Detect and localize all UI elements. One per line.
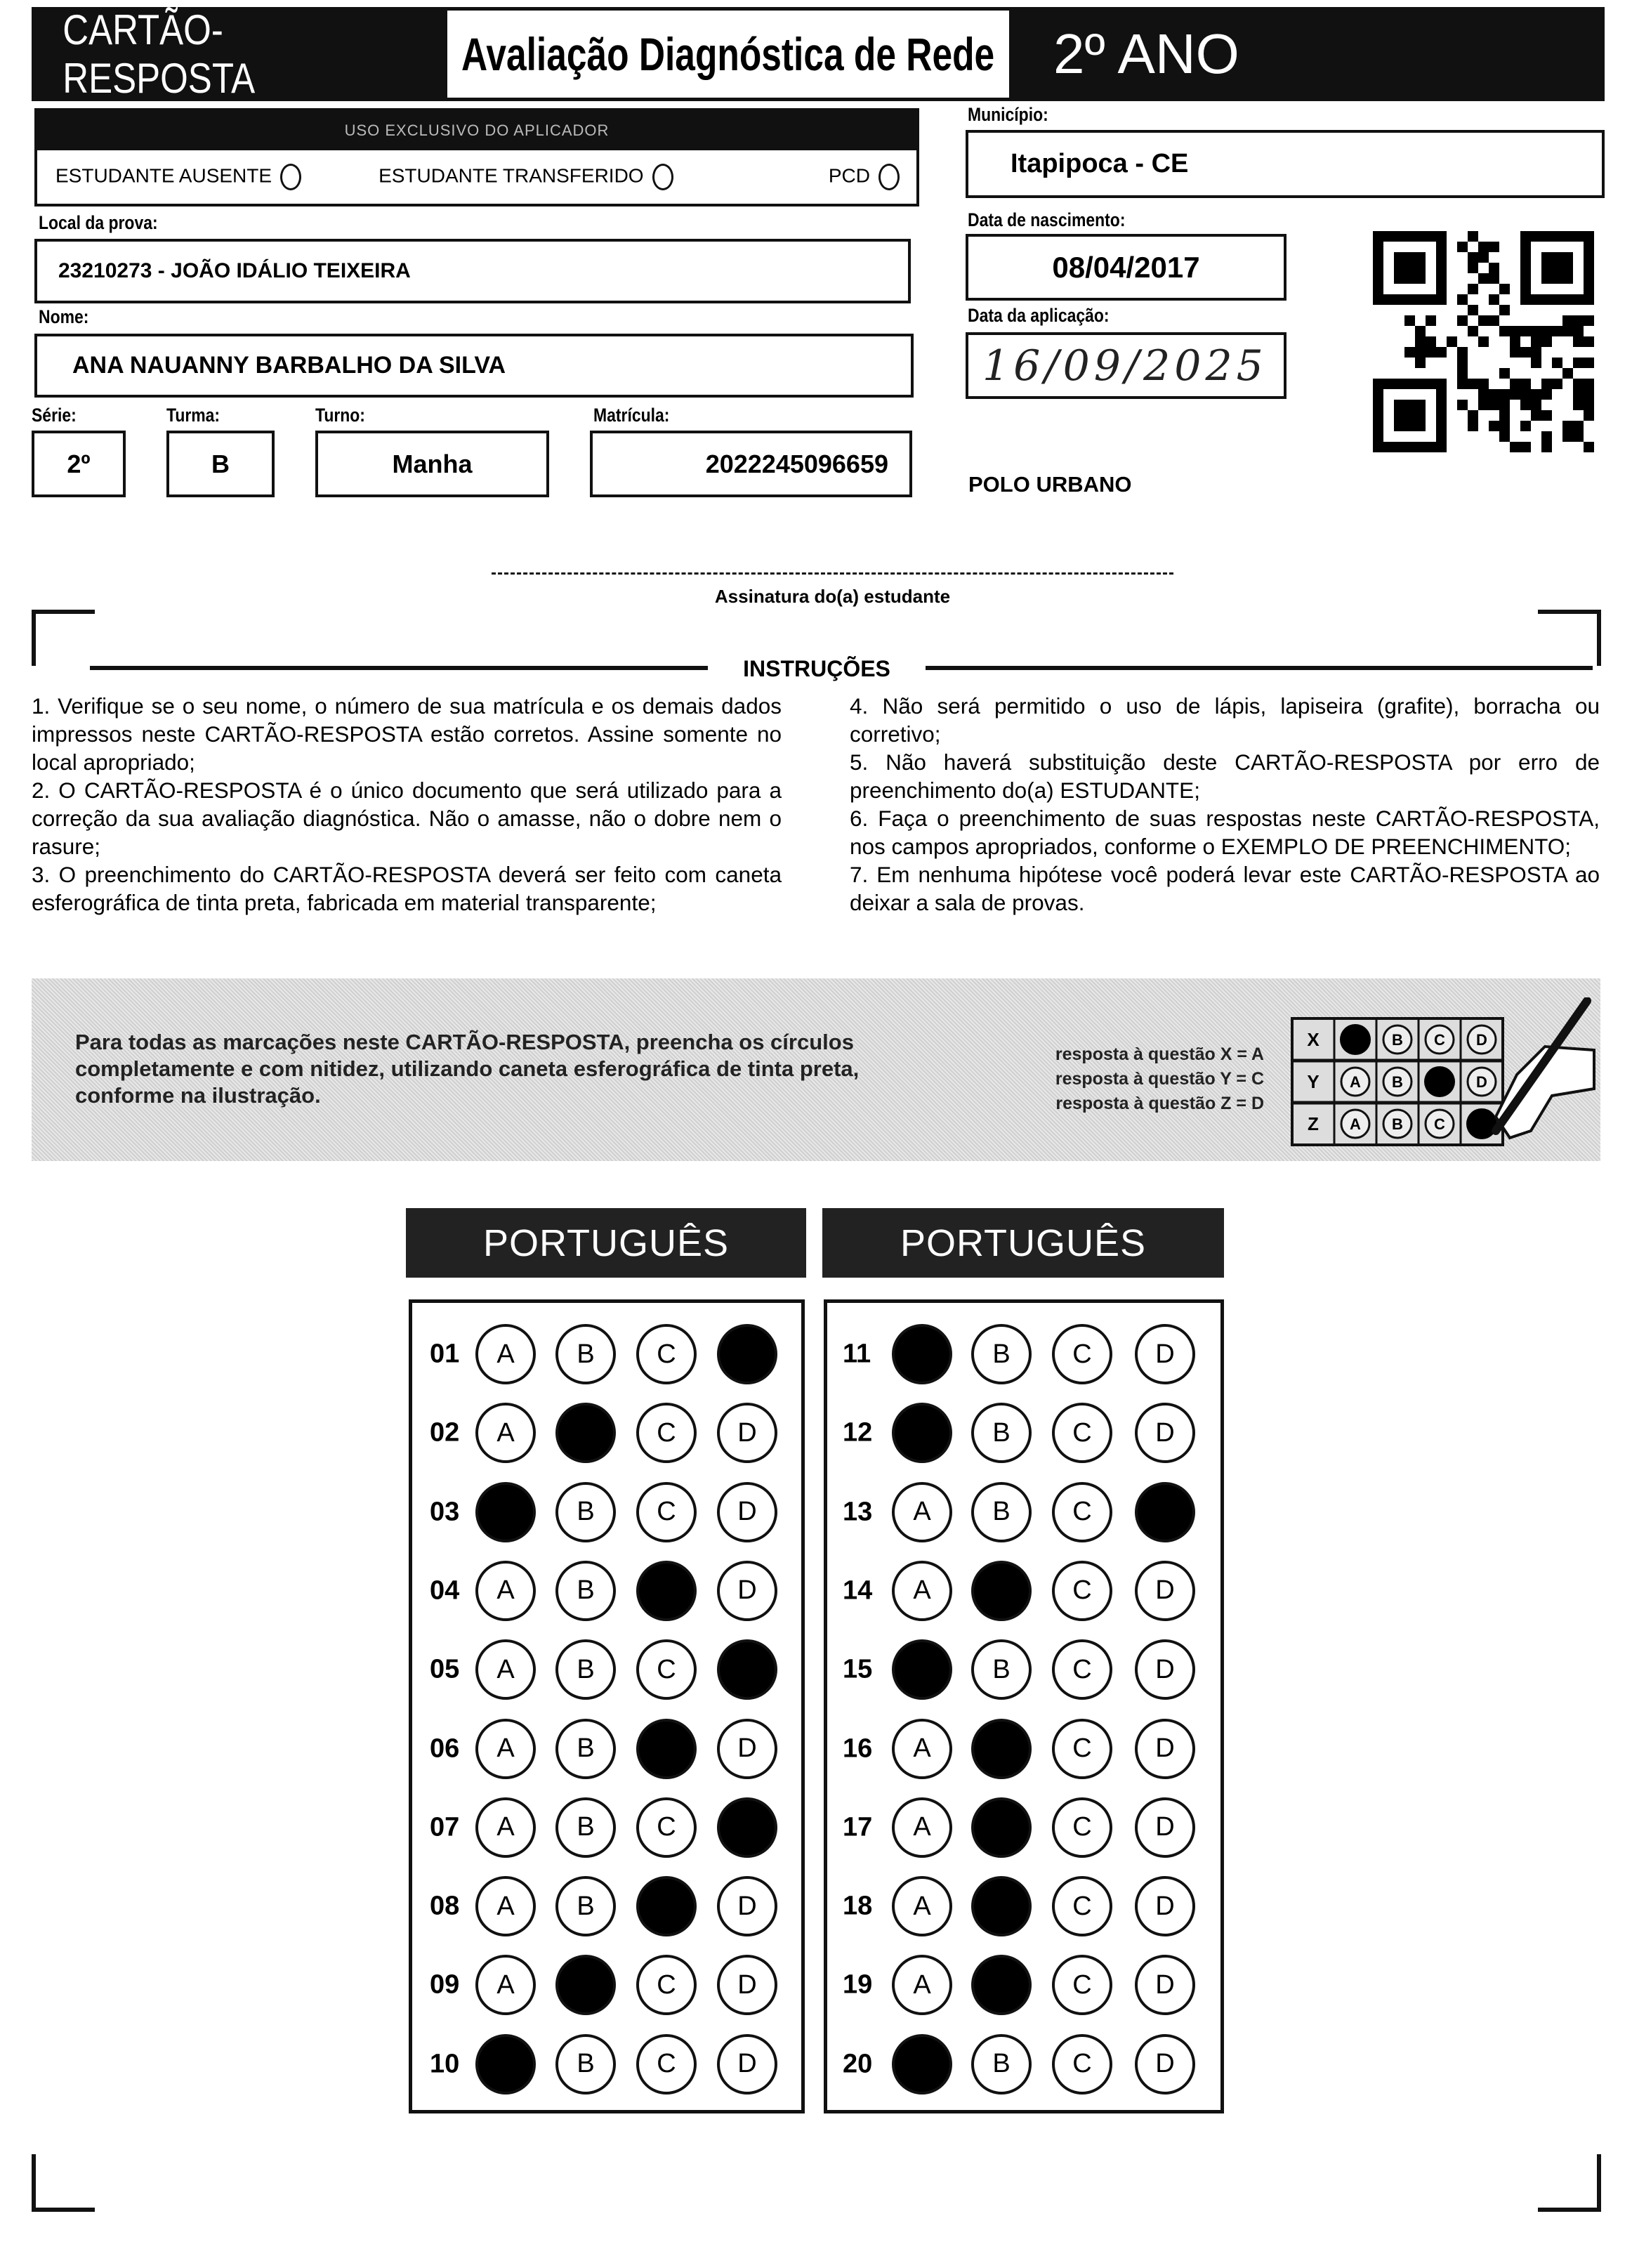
local-label: Local da prova: xyxy=(39,212,158,233)
absent-radio[interactable] xyxy=(280,164,301,190)
absent-option[interactable]: ESTUDANTE AUSENTE xyxy=(55,164,301,190)
answer-bubble-07-b[interactable]: B xyxy=(555,1797,616,1858)
polo-label: POLO URBANO xyxy=(968,472,1132,497)
answer-bubble-01-d[interactable] xyxy=(717,1324,777,1384)
answer-bubble-08-b[interactable]: B xyxy=(555,1876,616,1936)
answer-bubble-04-b[interactable]: B xyxy=(555,1561,616,1621)
answer-bubble-17-c[interactable]: C xyxy=(1052,1797,1112,1858)
answer-bubble-11-a[interactable] xyxy=(892,1324,952,1384)
exam-title: Avaliação Diagnóstica de Rede xyxy=(444,7,1013,101)
turno-label: Turno: xyxy=(315,405,365,426)
answer-bubble-16-b[interactable] xyxy=(971,1719,1032,1779)
instruction-item: 4. Não será permitido o uso de lápis, lapiseira (grafite), borracha ou corretivo; xyxy=(850,693,1600,747)
answer-bubble-10-d[interactable]: D xyxy=(717,2034,777,2095)
matricula-label: Matrícula: xyxy=(593,405,670,426)
answer-bubble-08-a[interactable]: A xyxy=(475,1876,536,1936)
corner-mark-top-right xyxy=(1538,610,1601,666)
question-number: 13 xyxy=(843,1497,873,1527)
answer-bubble-12-d[interactable]: D xyxy=(1135,1403,1195,1463)
answer-bubble-17-b[interactable] xyxy=(971,1797,1032,1858)
answer-bubble-02-c[interactable]: C xyxy=(636,1403,697,1463)
answer-bubble-03-a[interactable] xyxy=(475,1482,536,1542)
legend-line: resposta à questão Y = C xyxy=(1055,1069,1264,1089)
instructions-left xyxy=(32,692,782,917)
birthdate-label: Data de nascimento: xyxy=(968,209,1126,230)
example-bubble-filled xyxy=(1340,1024,1371,1055)
answer-bubble-18-c[interactable]: C xyxy=(1052,1876,1112,1936)
answer-bubble-13-d[interactable] xyxy=(1135,1482,1195,1542)
answer-bubble-06-d[interactable]: D xyxy=(717,1719,777,1779)
answer-bubble-11-c[interactable]: C xyxy=(1052,1324,1112,1384)
birthdate-field: 08/04/2017 xyxy=(966,234,1286,301)
corner-mark-bottom-right xyxy=(1538,2154,1601,2212)
matricula-field: 2022245096659 xyxy=(590,431,912,497)
answer-bubble-04-c[interactable] xyxy=(636,1561,697,1621)
answer-bubble-16-d[interactable]: D xyxy=(1135,1719,1195,1779)
question-number: 04 xyxy=(430,1575,460,1606)
answer-bubble-05-a[interactable]: A xyxy=(475,1639,536,1700)
hand-with-pen-icon xyxy=(1496,1001,1594,1138)
answer-bubble-03-d[interactable]: D xyxy=(717,1482,777,1542)
answer-bubble-11-b[interactable]: B xyxy=(971,1324,1032,1384)
legend-line: resposta à questão Z = D xyxy=(1055,1094,1264,1113)
answer-bubble-05-d[interactable] xyxy=(717,1639,777,1700)
question-number: 02 xyxy=(430,1417,460,1448)
applicator-header: USO EXCLUSIVO DO APLICADOR xyxy=(37,111,916,150)
example-text: Para todas as marcações neste CARTÃO-RESPOSTA, preencha os círculos completamente e com nitidez, utilizando caneta esferográfica de tinta preta, conforme na ilustração. xyxy=(75,1030,860,1108)
answer-bubble-06-b[interactable]: B xyxy=(555,1719,616,1779)
instructions-title: INSTRUÇÕES xyxy=(743,656,890,681)
answer-bubble-19-b[interactable] xyxy=(971,1955,1032,2015)
application-date-field[interactable]: 16/09/2025 xyxy=(966,332,1286,399)
answer-bubble-10-b[interactable]: B xyxy=(555,2034,616,2095)
answer-bubble-19-a[interactable]: A xyxy=(892,1955,952,2015)
answer-bubble-17-a[interactable]: A xyxy=(892,1797,952,1858)
svg-text:B: B xyxy=(1392,1115,1403,1133)
serie-field: 2º xyxy=(32,431,126,497)
name-field: ANA NAUANNY BARBALHO DA SILVA xyxy=(34,334,914,398)
svg-text:C: C xyxy=(1434,1115,1445,1133)
question-number: 16 xyxy=(843,1733,873,1763)
question-number: 06 xyxy=(430,1733,460,1763)
answer-bubble-07-a[interactable]: A xyxy=(475,1797,536,1858)
municipio-field: Itapipoca - CE xyxy=(966,130,1605,198)
answer-bubble-16-a[interactable]: A xyxy=(892,1719,952,1779)
example-row-label: Z xyxy=(1308,1113,1319,1134)
question-number: 08 xyxy=(430,1891,460,1921)
answer-bubble-13-b[interactable]: B xyxy=(971,1482,1032,1542)
answer-bubble-06-c[interactable] xyxy=(636,1719,697,1779)
instructions-right xyxy=(850,692,1600,917)
answer-bubble-14-b[interactable] xyxy=(971,1561,1032,1621)
turno-field: Manha xyxy=(315,431,549,497)
pcd-radio[interactable] xyxy=(878,164,900,190)
answer-bubble-14-c[interactable]: C xyxy=(1052,1561,1112,1621)
example-legend xyxy=(1011,1042,1264,1116)
local-field: 23210273 - JOÃO IDÁLIO TEIXEIRA xyxy=(34,239,911,303)
answer-bubble-15-c[interactable]: C xyxy=(1052,1639,1112,1700)
svg-text:A: A xyxy=(1350,1073,1361,1091)
question-number: 19 xyxy=(843,1969,873,2000)
instruction-item: 3. O preenchimento do CARTÃO-RESPOSTA deverá ser feito com caneta esferográfica de tinta preta, fabricada em material transparente; xyxy=(32,862,782,915)
answer-bubble-02-d[interactable]: D xyxy=(717,1403,777,1463)
answer-bubble-06-a[interactable]: A xyxy=(475,1719,536,1779)
answer-bubble-18-d[interactable]: D xyxy=(1135,1876,1195,1936)
answer-bubble-17-d[interactable]: D xyxy=(1135,1797,1195,1858)
question-number: 20 xyxy=(843,2049,873,2079)
answer-bubble-16-c[interactable]: C xyxy=(1052,1719,1112,1779)
corner-mark-bottom-left xyxy=(32,2154,95,2212)
answer-bubble-03-b[interactable]: B xyxy=(555,1482,616,1542)
answer-bubble-02-b[interactable] xyxy=(555,1403,616,1463)
example-bubble-filled xyxy=(1466,1108,1497,1139)
instruction-item: 5. Não haverá substituição deste CARTÃO-RESPOSTA por erro de preenchimento do(a) ESTUDANTE; xyxy=(850,749,1600,803)
answer-bubble-07-d[interactable] xyxy=(717,1797,777,1858)
application-date-label: Data da aplicação: xyxy=(968,305,1110,326)
answer-bubble-09-c[interactable]: C xyxy=(636,1955,697,2015)
question-number: 07 xyxy=(430,1812,460,1842)
instruction-item: 2. O CARTÃO-RESPOSTA é o único documento que será utilizado para a correção da sua avaliação diagnóstica. Não o amasse, não o dobre nem o rasure; xyxy=(32,778,782,859)
svg-text:B: B xyxy=(1392,1031,1403,1049)
question-number: 17 xyxy=(843,1812,873,1842)
example-illustration xyxy=(1285,997,1608,1152)
question-number: 03 xyxy=(430,1497,460,1527)
answer-bubble-20-b[interactable]: B xyxy=(971,2034,1032,2095)
applicator-box xyxy=(34,108,919,207)
question-number: 01 xyxy=(430,1339,460,1369)
grade-title: 2º ANO xyxy=(1011,7,1605,101)
instruction-item: 1. Verifique se o seu nome, o número de sua matrícula e os demais dados impressos neste CARTÃO-RESPOSTA estão corretos. Assine somente no local apropriado; xyxy=(32,693,782,775)
instructions-rule-left xyxy=(90,666,708,670)
answer-bubble-14-d[interactable]: D xyxy=(1135,1561,1195,1621)
corner-mark-top-left xyxy=(32,610,95,666)
answer-bubble-14-a[interactable]: A xyxy=(892,1561,952,1621)
answer-bubble-05-c[interactable]: C xyxy=(636,1639,697,1700)
signature-line xyxy=(492,572,1173,575)
pcd-option[interactable]: PCD xyxy=(829,164,900,190)
answer-bubble-19-d[interactable]: D xyxy=(1135,1955,1195,2015)
answer-bubble-12-a[interactable] xyxy=(892,1403,952,1463)
svg-text:D: D xyxy=(1476,1073,1487,1091)
svg-text:B: B xyxy=(1392,1073,1403,1091)
answer-bubble-08-d[interactable]: D xyxy=(717,1876,777,1936)
turma-label: Turma: xyxy=(166,405,221,426)
answer-bubble-04-d[interactable]: D xyxy=(717,1561,777,1621)
name-label: Nome: xyxy=(39,306,89,327)
qr-code xyxy=(1373,231,1594,452)
answer-bubble-09-a[interactable]: A xyxy=(475,1955,536,2015)
example-bubble-filled xyxy=(1424,1066,1455,1097)
question-number: 12 xyxy=(843,1417,873,1448)
answer-bubble-05-b[interactable]: B xyxy=(555,1639,616,1700)
answer-bubble-13-a[interactable]: A xyxy=(892,1482,952,1542)
question-number: 11 xyxy=(843,1339,871,1369)
section-title-left: PORTUGUÊS xyxy=(406,1208,806,1278)
answer-bubble-01-b[interactable]: B xyxy=(555,1324,616,1384)
question-number: 05 xyxy=(430,1654,460,1684)
transferred-radio[interactable] xyxy=(652,164,673,190)
answer-bubble-08-c[interactable] xyxy=(636,1876,697,1936)
answer-bubble-04-a[interactable]: A xyxy=(475,1561,536,1621)
section-title-right: PORTUGUÊS xyxy=(822,1208,1224,1278)
answer-bubble-11-d[interactable]: D xyxy=(1135,1324,1195,1384)
answer-bubble-18-b[interactable] xyxy=(971,1876,1032,1936)
answer-bubble-19-c[interactable]: C xyxy=(1052,1955,1112,2015)
answer-bubble-10-c[interactable]: C xyxy=(636,2034,697,2095)
question-number: 14 xyxy=(843,1575,873,1606)
answer-bubble-13-c[interactable]: C xyxy=(1052,1482,1112,1542)
answer-bubble-15-d[interactable]: D xyxy=(1135,1639,1195,1700)
question-number: 10 xyxy=(430,2049,460,2079)
signature-label: Assinatura do(a) estudante xyxy=(714,586,951,607)
answer-bubble-09-b[interactable] xyxy=(555,1955,616,2015)
card-title: CARTÃO-RESPOSTA xyxy=(32,7,446,101)
answer-bubble-15-a[interactable] xyxy=(892,1639,952,1700)
legend-line: resposta à questão X = A xyxy=(1055,1044,1264,1064)
answer-bubble-12-b[interactable]: B xyxy=(971,1403,1032,1463)
answer-bubble-01-a[interactable]: A xyxy=(475,1324,536,1384)
answer-bubble-09-d[interactable]: D xyxy=(717,1955,777,2015)
instruction-item: 6. Faça o preenchimento de suas respostas neste CARTÃO-RESPOSTA, nos campos apropriados, conforme o EXEMPLO DE PREENCHIMENTO; xyxy=(850,806,1600,859)
question-number: 18 xyxy=(843,1891,873,1921)
municipio-label: Município: xyxy=(968,104,1048,125)
answer-bubble-03-c[interactable]: C xyxy=(636,1482,697,1542)
transferred-option[interactable]: ESTUDANTE TRANSFERIDO xyxy=(379,164,673,190)
answer-bubble-20-d[interactable]: D xyxy=(1135,2034,1195,2095)
question-number: 15 xyxy=(843,1654,873,1684)
answer-bubble-18-a[interactable]: A xyxy=(892,1876,952,1936)
example-row-label: X xyxy=(1307,1029,1320,1050)
answer-bubble-20-c[interactable]: C xyxy=(1052,2034,1112,2095)
answer-bubble-10-a[interactable] xyxy=(475,2034,536,2095)
svg-text:A: A xyxy=(1350,1115,1361,1133)
svg-text:C: C xyxy=(1434,1031,1445,1049)
answer-bubble-20-a[interactable] xyxy=(892,2034,952,2095)
answer-bubble-01-c[interactable]: C xyxy=(636,1324,697,1384)
answer-bubble-15-b[interactable]: B xyxy=(971,1639,1032,1700)
answer-bubble-02-a[interactable]: A xyxy=(475,1403,536,1463)
instruction-item: 7. Em nenhuma hipótese você poderá levar este CARTÃO-RESPOSTA ao deixar a sala de provas. xyxy=(850,862,1600,915)
svg-text:D: D xyxy=(1476,1031,1487,1049)
serie-label: Série: xyxy=(32,405,77,426)
question-number: 09 xyxy=(430,1969,460,2000)
example-row-label: Y xyxy=(1307,1071,1320,1092)
answer-bubble-07-c[interactable]: C xyxy=(636,1797,697,1858)
answer-bubble-12-c[interactable]: C xyxy=(1052,1403,1112,1463)
turma-field: B xyxy=(166,431,275,497)
instructions-rule-right xyxy=(926,666,1593,670)
